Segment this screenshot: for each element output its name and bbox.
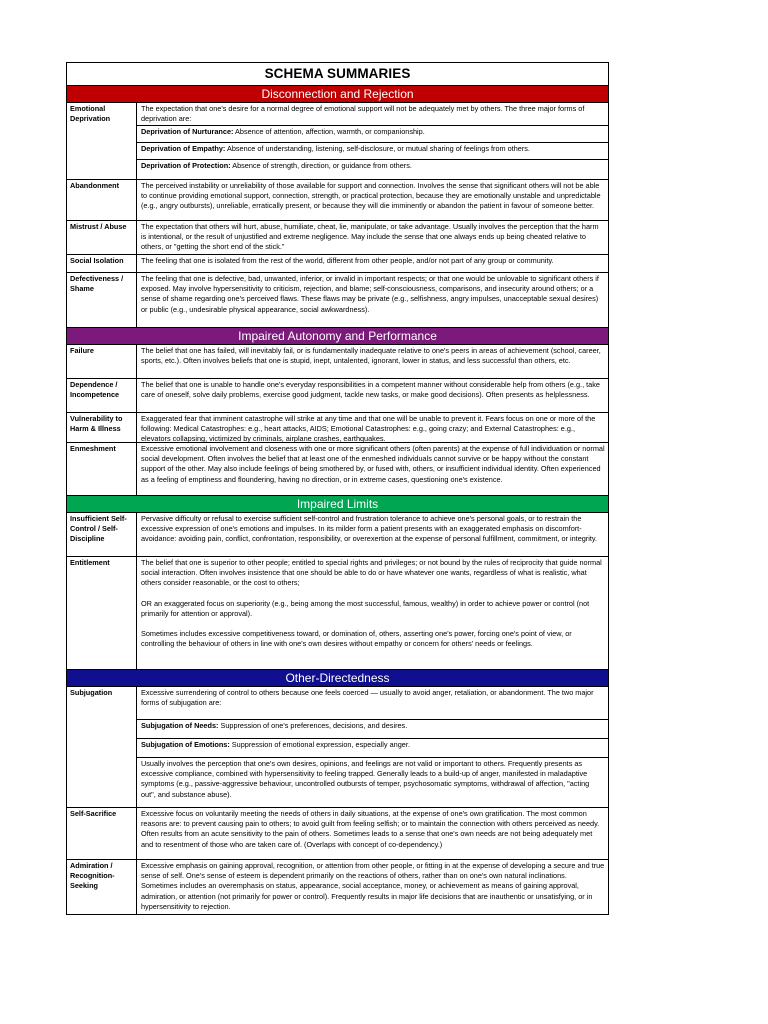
schema-name: Social Isolation: [67, 255, 137, 272]
schema-row-emotional-deprivation: [67, 103, 608, 180]
paragraph-text: The feeling that one is defective, bad, unwanted, inferior, or invalid in important respects; or that one would be unlovable to significant others if exposed. May involve hypersensitivity to criticism, rejection, and blame; self-consciousness, comparisons, and insecurity around others; or a sense of shame regarding one's perceived flaws. These flaws may be private (e.g., selfishness, angry impulses, unacceptable sexual desires) or public (e.g., undesirable physical appearance, social awkwardness).: [141, 274, 599, 314]
schema-name: Mistrust / Abuse: [67, 221, 137, 254]
schema-row-enmeshment: [67, 443, 608, 496]
description-paragraph: [137, 757, 608, 804]
sections-container: [67, 86, 608, 914]
paragraph-text: The belief that one is unable to handle one's everyday responsibilities in a competent manner without considerable help from others (e.g., take care of oneself, solve daily problems, exercise good judgment, tackle new tasks, or make good decisions). Often presents as helplessness.: [141, 380, 600, 400]
paragraph-text: OR an exaggerated focus on superiority (e.g., being among the most successful, famous, wealthy) in order to achieve power or control (not primarily for attention or approval).: [141, 598, 590, 618]
paragraph-text: The expectation that others will hurt, abuse, humiliate, cheat, lie, manipulate, or take advantage. Usually involves the perception that the harm is intentional, or the result of unjustified and extreme negligence. May include the sense that one always ends up being cheated relative to others, or "getting the short end of the stick.": [141, 222, 599, 252]
page-title: SCHEMA SUMMARIES: [67, 63, 608, 86]
schema-name: Abandonment: [67, 180, 137, 220]
schema-name: Insufficient Self-Control / Self-Discipline: [67, 513, 137, 556]
schema-name: Failure: [67, 345, 137, 378]
schema-description: [137, 345, 608, 378]
description-paragraph: [137, 513, 608, 545]
paragraph-spacer: [141, 589, 605, 599]
description-paragraph: [137, 345, 608, 366]
schema-description: [137, 557, 608, 669]
subtype-label: Deprivation of Nurturance:: [141, 127, 234, 136]
schema-description: [137, 513, 608, 556]
paragraph-text: The belief that one has failed, will inevitably fail, or is fundamentally inadequate relative to one's peers in areas of achievement (school, career, sports, etc.). Often involves beliefs that one is stupid, inept, untalented, ignorant, lower in status, and less successful than others, etc.: [141, 346, 601, 366]
schema-row-entitlement: [67, 557, 608, 670]
description-paragraph: [137, 221, 608, 253]
paragraph-text: The feeling that one is isolated from the rest of the world, different from other people, and/or not part of any group or community.: [141, 256, 554, 265]
paragraph-text: Sometimes includes excessive competitiveness toward, or domination of, others, asserting one's power, forcing one's point of view, or controlling the behaviour of others in line with one's own desires without empathy or concern for others' needs or feelings.: [141, 629, 572, 649]
schema-description: [137, 413, 608, 442]
schema-description: [137, 443, 608, 495]
schema-row-admiration-recognition-seeking: [67, 860, 608, 914]
paragraph-text: Usually involves the perception that one's own desires, opinions, and feelings are not valid or important to others. Frequently presents as excessive compliance, combined with hypersensitivity to feeling trapped. Generally leads to a build-up of anger, manifested in maladaptive symptoms (e.g., passive-aggressive behaviour, uncontrolled outbursts of temper, psychosomatic symptoms, withdrawal of affection, "acting out", and substance abuse).: [141, 759, 590, 799]
schema-row-mistrust-abuse: [67, 221, 608, 255]
schema-row-defectiveness-shame: [67, 273, 608, 328]
description-paragraph: [137, 273, 608, 315]
description-paragraph: [137, 159, 608, 176]
section-heading-disconnection-and-rejection: Disconnection and Rejection: [67, 86, 608, 103]
schema-row-subjugation: [67, 687, 608, 808]
paragraph-text: Suppression of one's preferences, decisions, and desires.: [218, 721, 408, 730]
schema-row-social-isolation: [67, 255, 608, 273]
description-paragraph: [137, 443, 608, 485]
paragraph-text: Suppression of emotional expression, especially anger.: [229, 740, 410, 749]
paragraph-text: Exaggerated fear that imminent catastrophe will strike at any time and that one will be unable to prevent it. Fears focus on one or more of the following: Medical Catastrophes: e.g., heart attacks, AIDS; Emotional Catastrophes: e.g., going crazy; and External Catastrophes: e.g., elevators collapsing, victimized by criminals, airplane crashes, earthquakes.: [141, 414, 596, 444]
schema-row-failure: [67, 345, 608, 379]
schema-description: [137, 180, 608, 220]
description-paragraph: [137, 557, 608, 649]
paragraph-text: Excessive emphasis on gaining approval, recognition, or attention from other people, or fitting in at the expense of developing a secure and true sense of self. One's sense of esteem is dependent primarily on the reactions of others, rather than on one's own natural inclinations. Sometimes includes an overemphasis on status, appearance, social acceptance, money, or achievement as means of gaining approval, admiration, or attention (not primarily for power or control). Frequently results in major life decisions that are inauthentic or unsatisfying, or in hypersensitivity to rejection.: [141, 861, 605, 911]
schema-name: Emotional Deprivation: [67, 103, 137, 179]
paragraph-text: Absence of understanding, listening, self-disclosure, or mutual sharing of feelings from others.: [225, 144, 530, 153]
schema-row-self-sacrifice: [67, 808, 608, 860]
paragraph-text: Absence of attention, affection, warmth, or companionship.: [233, 127, 425, 136]
paragraph-text: Excessive surrendering of control to others because one feels coerced — usually to avoid anger, retaliation, or abandonment. The two major forms of subjugation are:: [141, 688, 594, 708]
schema-row-dependence-incompetence: [67, 379, 608, 413]
schema-description: [137, 273, 608, 327]
schema-description: [137, 860, 608, 914]
description-paragraph: [137, 379, 608, 400]
description-paragraph: [137, 142, 608, 159]
description-paragraph: [137, 738, 608, 757]
schema-description: [137, 808, 608, 859]
description-paragraph: [137, 860, 608, 912]
schema-name: Vulnerability to Harm & Illness: [67, 413, 137, 442]
description-paragraph: [137, 687, 608, 719]
schema-name: Defectiveness / Shame: [67, 273, 137, 327]
description-paragraph: [137, 255, 608, 266]
paragraph-text: Pervasive difficulty or refusal to exercise sufficient self-control and frustration tolerance to achieve one's personal goals, or to restrain the excessive expression of one's emotions and impulses. In its milder form a patient presents with an exaggerated emphasis on discomfort-avoidance: avoiding pain, conflict, confrontation, responsibility, or overexertion at the expense of personal fulfillment, commitment, or integrity.: [141, 514, 598, 544]
description-paragraph: [137, 103, 608, 125]
paragraph-text: Excessive emotional involvement and closeness with one or more significant others (often parents) at the expense of full individuation or normal social development. Often involves the belief that at least one of the enmeshed individuals cannot survive or be happy without the constant support of the other. May also include feelings of being smothered by, or fused with, others, or insufficient individual identity. Often experienced as a feeling of emptiness and floundering, having no direction, or in extreme cases, questioning one's existence.: [141, 444, 605, 484]
subtype-label: Subjugation of Emotions:: [141, 740, 230, 749]
schema-row-insufficient-self-control-self-discipline: [67, 513, 608, 557]
paragraph-spacer: [141, 619, 605, 629]
schema-name: Subjugation: [67, 687, 137, 807]
paragraph-text: The belief that one is superior to other people; entitled to special rights and privileges; or not bound by the rules of reciprocity that guide normal social interaction. Often involves insistence that one should be able to do or have whatever one wants, regardless of what is realistic, what others consider reasonable, or the cost to others;: [141, 558, 602, 588]
section-heading-impaired-limits: Impaired Limits: [67, 496, 608, 513]
description-paragraph: [137, 808, 608, 850]
schema-name: Enmeshment: [67, 443, 137, 495]
description-paragraph: [137, 719, 608, 738]
schema-description: [137, 103, 608, 179]
paragraph-text: Absence of strength, direction, or guidance from others.: [230, 161, 412, 170]
paragraph-text: The perceived instability or unreliability of those available for support and connection. Involves the sense that significant others will not be able to continue providing emotional support, connection, strength, or practical protection, because they are emotionally unstable and unpredictable (e.g., angry outbursts), unreliable, erratically present, or because they will die imminently or abandon the patient in favour of someone better.: [141, 181, 601, 211]
subtype-label: Subjugation of Needs:: [141, 721, 219, 730]
section-heading-other-directedness: Other-Directedness: [67, 670, 608, 687]
paragraph-text: The expectation that one's desire for a normal degree of emotional support will not be adequately met by others. The three major forms of deprivation are:: [141, 104, 585, 124]
schema-description: [137, 687, 608, 807]
schema-row-abandonment: [67, 180, 608, 221]
schema-description: [137, 255, 608, 272]
description-paragraph: [137, 413, 608, 445]
section-heading-impaired-autonomy-and-performance: Impaired Autonomy and Performance: [67, 328, 608, 345]
description-paragraph: [137, 125, 608, 142]
paragraph-text: Excessive focus on voluntarily meeting the needs of others in daily situations, at the expense of one's own gratification. The most common reasons are: to prevent causing pain to others; to avoid guilt from feeling selfish; or to maintain the connection with others perceived as needy. Often results from an acute sensitivity to the pain of others. Sometimes leads to a sense that one's own needs are not being adequately met and to resentment of those who are taken care of. (Overlaps with concept of co-dependency.): [141, 809, 600, 849]
schema-description: [137, 221, 608, 254]
schema-summary-table: [66, 62, 609, 915]
description-paragraph: [137, 180, 608, 212]
subtype-label: Deprivation of Empathy:: [141, 144, 226, 153]
schema-name: Admiration / Recognition-Seeking: [67, 860, 137, 914]
schema-description: [137, 379, 608, 412]
schema-row-vulnerability-to-harm-illness: [67, 413, 608, 443]
subtype-label: Deprivation of Protection:: [141, 161, 231, 170]
schema-name: Entitlement: [67, 557, 137, 669]
schema-name: Self-Sacrifice: [67, 808, 137, 859]
schema-name: Dependence / Incompetence: [67, 379, 137, 412]
